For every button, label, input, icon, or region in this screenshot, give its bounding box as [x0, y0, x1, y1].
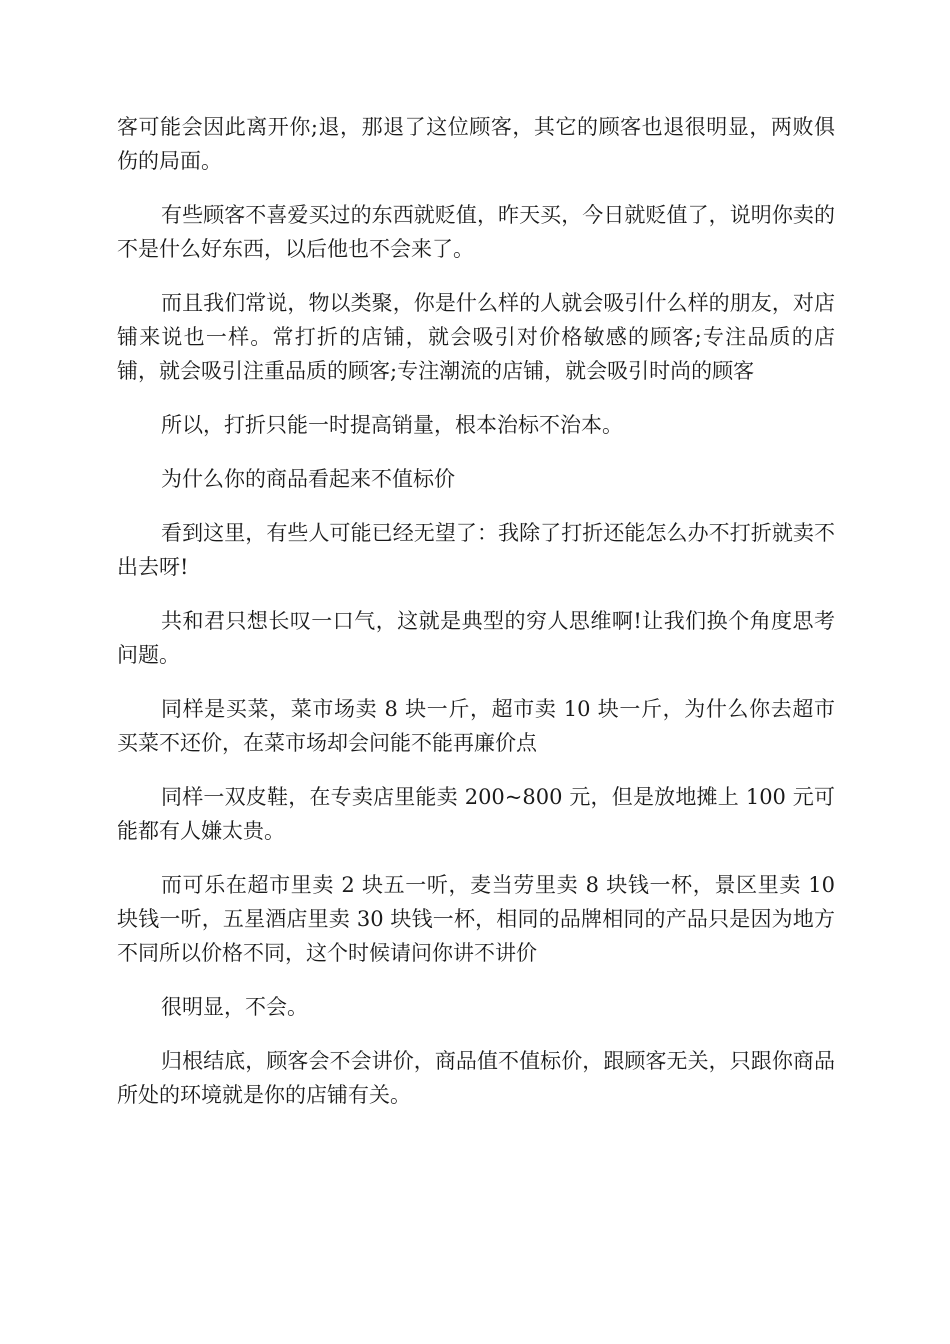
section-heading: 为什么你的商品看起来不值标价	[161, 467, 455, 491]
paragraph-continued: 客可能会因此离开你;退，那退了这位顾客，其它的顾客也退很明显，两败俱伤的局面。	[117, 115, 835, 173]
paragraph: 所以，打折只能一时提高销量，根本治标不治本。	[161, 413, 623, 437]
paragraph: 很明显，不会。	[161, 995, 308, 1019]
paragraph: 同样一双皮鞋，在专卖店里能卖 200~800 元，但是放地摊上 100 元可能都有人嫌太贵。	[117, 785, 835, 843]
paragraph: 归根结底，顾客会不会讲价，商品值不值标价，跟顾客无关，只跟你商品所处的环境就是你的店铺有关。	[117, 1049, 835, 1107]
paragraph: 看到这里，有些人可能已经无望了：我除了打折还能怎么办不打折就卖不出去呀!	[117, 521, 835, 579]
paragraph: 同样是买菜，菜市场卖 8 块一斤，超市卖 10 块一斤，为什么你去超市买菜不还价，在菜市场却会问能不能再廉价点	[117, 697, 835, 755]
paragraph: 有些顾客不喜爱买过的东西就贬值，昨天买，今日就贬值了，说明你卖的不是什么好东西，以后他也不会来了。	[117, 203, 835, 261]
paragraph: 共和君只想长叹一口气，这就是典型的穷人思维啊!让我们换个角度思考问题。	[117, 609, 835, 667]
document-page	[117, 110, 835, 1132]
paragraph: 而可乐在超市里卖 2 块五一听，麦当劳里卖 8 块钱一杯，景区里卖 10 块钱一听，五星酒店里卖 30 块钱一杯，相同的品牌相同的产品只是因为地方不同所以价格不同，这个时候请问你讲不讲价	[117, 873, 835, 965]
paragraph: 而且我们常说，物以类聚，你是什么样的人就会吸引什么样的朋友，对店铺来说也一样。常打折的店铺，就会吸引对价格敏感的顾客;专注品质的店铺，就会吸引注重品质的顾客;专注潮流的店铺，就会吸引时尚的顾客	[117, 291, 835, 383]
